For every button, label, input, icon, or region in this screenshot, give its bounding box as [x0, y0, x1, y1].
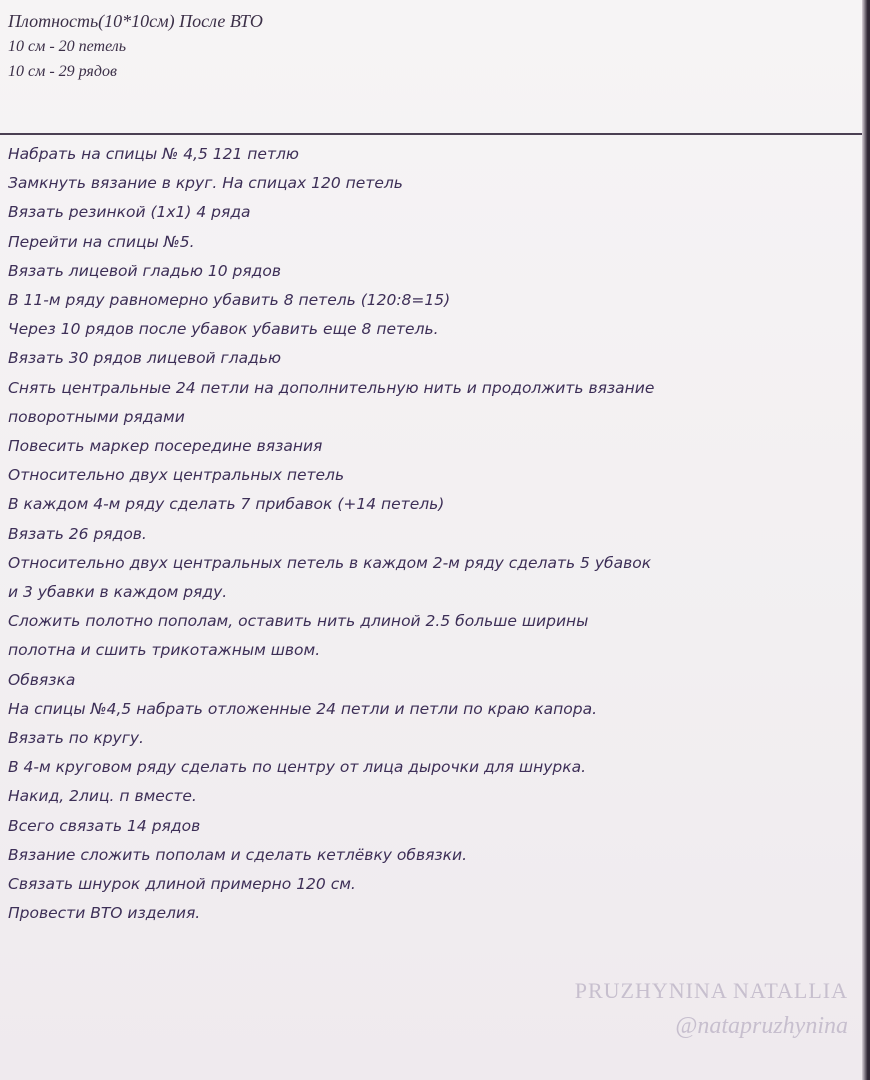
gauge-header — [8, 8, 568, 84]
instruction-line: Накид, 2лиц. п вместе. — [8, 787, 197, 806]
photo-edge-shadow — [862, 0, 870, 1080]
instruction-line: Вязать по кругу. — [8, 729, 144, 748]
gauge-title: Плотность(10*10см) После ВТО — [8, 11, 263, 31]
instruction-line: На спицы №4,5 набрать отложенные 24 петли и петли по краю капора. — [8, 699, 598, 718]
section-heading-obvyazka: Обвязка — [8, 670, 76, 689]
watermark-name: PRUZHYNINA NATALLIA — [574, 978, 848, 1003]
instruction-line: Вязать резинкой (1х1) 4 ряда — [8, 203, 251, 222]
instruction-line: Снять центральные 24 петли на дополнительную нить и продолжить вязание — [8, 378, 655, 397]
watermark-handle: @natapruzhynina — [675, 1013, 848, 1039]
instruction-line: полотна и сшить трикотажным швом. — [8, 641, 321, 660]
instruction-line: В 11-м ряду равномерно убавить 8 петель (120:8=15) — [8, 291, 451, 310]
instruction-line: Относительно двух центральных петель — [8, 466, 345, 485]
instruction-line: Перейти на спицы №5. — [8, 232, 195, 251]
instruction-line: Вязать 26 рядов. — [8, 524, 147, 543]
instructions-list — [8, 140, 863, 928]
author-watermark — [575, 975, 848, 1043]
instruction-line: Всего связать 14 рядов — [8, 816, 201, 835]
instruction-line: Вязать 30 рядов лицевой гладью — [8, 349, 281, 368]
instruction-line: Связать шнурок длиной примерно 120 см. — [8, 875, 356, 894]
instruction-line: Вязать лицевой гладью 10 рядов — [8, 261, 281, 280]
instruction-line: и 3 убавки в каждом ряду. — [8, 583, 228, 602]
instruction-line: поворотными рядами — [8, 407, 185, 426]
instruction-line: Провести ВТО изделия. — [8, 904, 201, 923]
instruction-line: Набрать на спицы № 4,5 121 петлю — [8, 145, 299, 163]
instruction-line: Относительно двух центральных петель в каждом 2-м ряду сделать 5 убавок — [8, 553, 652, 572]
instruction-line: Повесить маркер посередине вязания — [8, 437, 323, 456]
instruction-line: В 4-м круговом ряду сделать по центру от лица дырочки для шнурка. — [8, 758, 587, 777]
instruction-line: Замкнуть вязание в круг. На спицах 120 петель — [8, 174, 403, 193]
instruction-line: Вязание сложить пополам и сделать кетлёвку обвязки. — [8, 845, 468, 864]
gauge-rows: 10 см - 29 рядов — [8, 63, 117, 80]
instruction-line: В каждом 4-м ряду сделать 7 прибавок (+14 петель) — [8, 495, 445, 514]
section-divider — [0, 133, 870, 135]
instruction-line: Сложить полотно пополам, оставить нить длиной 2.5 больше ширины — [8, 612, 589, 631]
gauge-stitches: 10 см - 20 петель — [8, 38, 127, 55]
instruction-line: Через 10 рядов после убавок убавить еще 8 петель. — [8, 320, 439, 339]
